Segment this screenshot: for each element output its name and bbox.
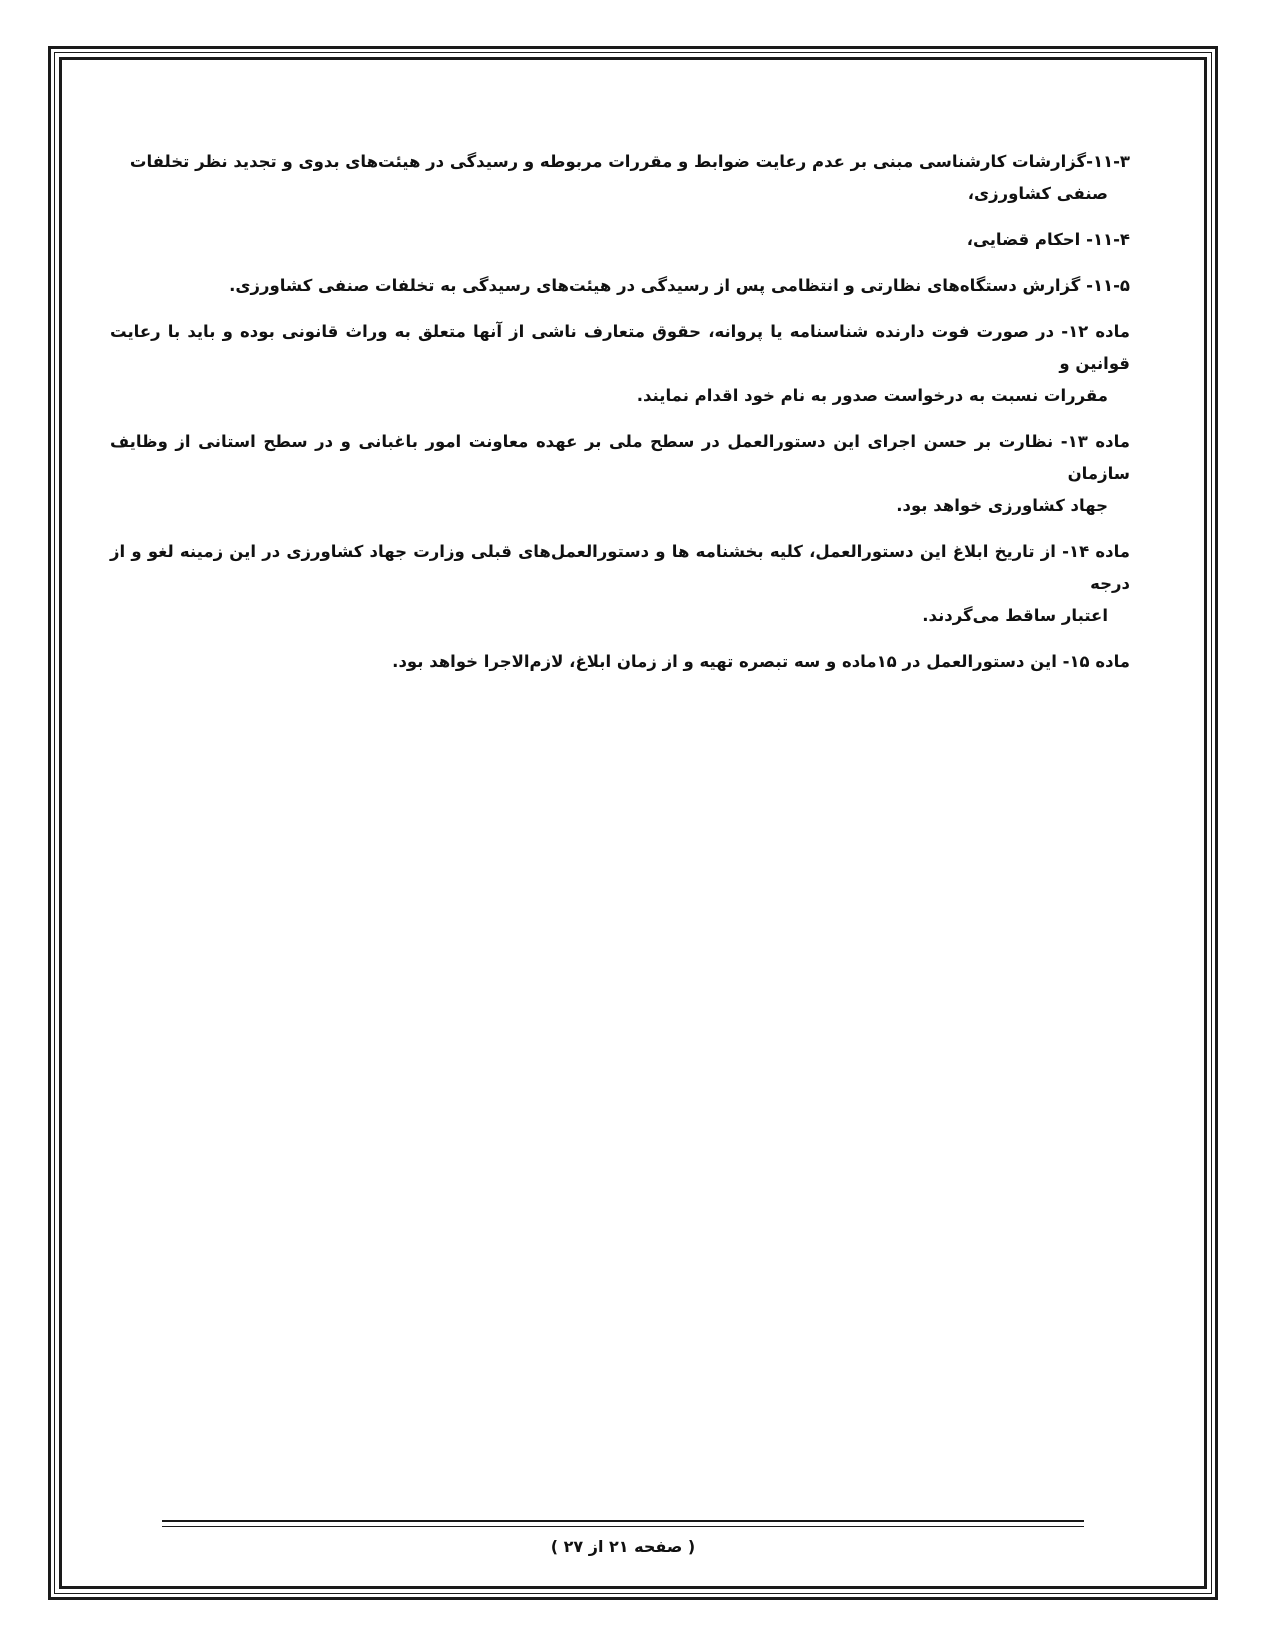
page-number: ( صفحه ۲۱ از ۲۷ ) bbox=[550, 1537, 696, 1556]
clause-11-4-text: ۱۱-۴- احکام قضایی، bbox=[966, 230, 1130, 249]
clause-11-5-text: ۱۱-۵- گزارش دستگاه‌های نظارتی و انتظامی پس از رسیدگی در هیئت‌های رسیدگی به تخلفات صنفی کشاورزی. bbox=[229, 276, 1130, 295]
article-15-text: ماده ۱۵- این دستورالعمل در ۱۵ماده و سه تبصره تهیه و از زمان ابلاغ، لازم‌الاجرا خواهد بود. bbox=[392, 652, 1130, 671]
footer-divider-thin bbox=[162, 1526, 1084, 1527]
article-13-line2: جهاد کشاورزی خواهد بود. bbox=[896, 496, 1108, 515]
article-13-line1: ماده ۱۳- نظارت بر حسن اجرای این دستورالعمل در سطح ملی بر عهده معاونت امور باغبانی و در سطح استانی از وظایف سازمان bbox=[110, 432, 1130, 483]
clause-11-4 bbox=[110, 224, 1130, 256]
clause-11-3 bbox=[110, 146, 1130, 210]
article-12-line2: مقررات نسبت به درخواست صدور به نام خود اقدام نمایند. bbox=[636, 386, 1108, 405]
article-15 bbox=[110, 646, 1130, 678]
clause-11-5 bbox=[110, 270, 1130, 302]
footer-divider-thick bbox=[162, 1520, 1084, 1522]
document-body bbox=[110, 146, 1130, 692]
article-12 bbox=[110, 316, 1130, 412]
article-14-line1: ماده ۱۴- از تاریخ ابلاغ این دستورالعمل، کلیه بخشنامه ها و دستورالعمل‌های قبلی وزارت جهاد کشاورزی در این زمینه لغو و از درجه bbox=[110, 542, 1130, 593]
clause-11-3-line1: ۱۱-۳-گزارشات کارشناسی مبنی بر عدم رعایت ضوابط و مقررات مربوطه و رسیدگی در هیئت‌های بدوی و تجدید نظر تخلفات bbox=[129, 152, 1130, 171]
article-12-line1: ماده ۱۲- در صورت فوت دارنده شناسنامه یا پروانه، حقوق متعارف ناشی از آنها متعلق به وراث قانونی بوده و باید با رعایت قوانین و bbox=[110, 322, 1130, 373]
article-14 bbox=[110, 536, 1130, 632]
clause-11-3-line2: صنفی کشاورزی، bbox=[967, 184, 1108, 203]
article-14-line2: اعتبار ساقط می‌گردند. bbox=[922, 606, 1108, 625]
article-13 bbox=[110, 426, 1130, 522]
